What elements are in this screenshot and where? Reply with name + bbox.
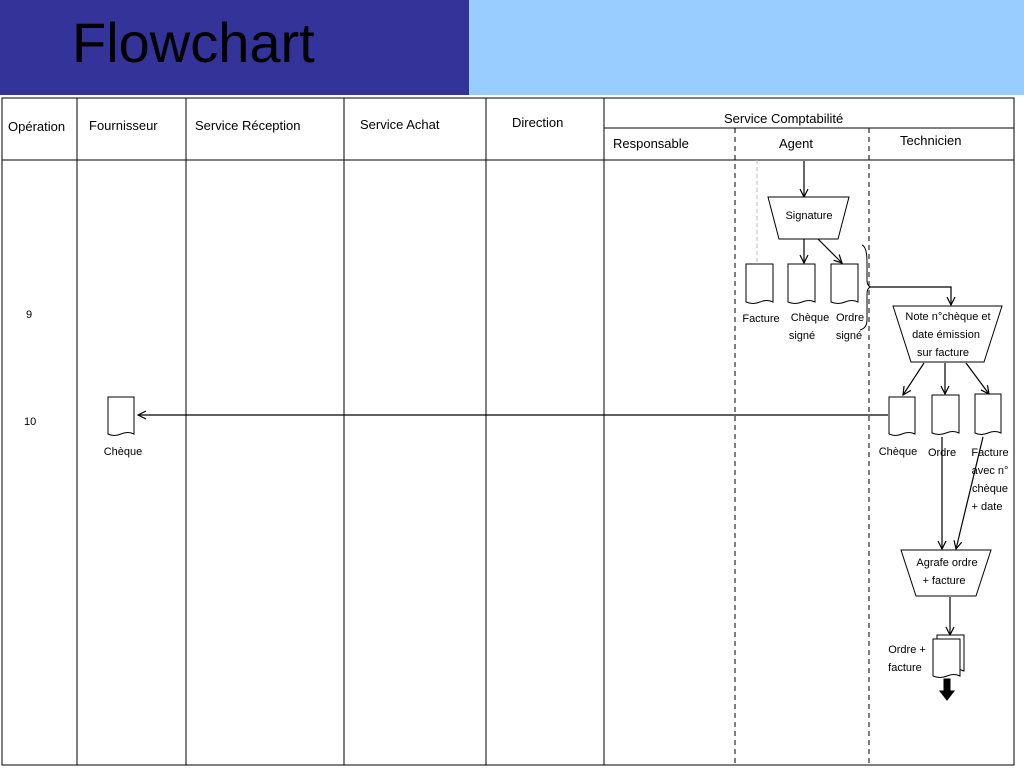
ordre-facture-label: facture [888,662,922,674]
ordre-facture-document [933,639,960,678]
flow-arrow [872,287,951,305]
cheque-document [889,397,915,436]
ordre-facture-label: Ordre + [888,644,926,656]
lane-header-comptabilite: Service Comptabilité [724,111,844,126]
lane-header-fournisseur: Fournisseur [89,118,158,133]
note-label: date émission [912,329,980,341]
facture-avec-label: avec n° [971,465,1009,477]
note-label: Note n°chèque et [905,311,991,323]
facture-avec-label: chèque [971,483,1009,495]
lane-header-reception: Service Réception [195,118,301,133]
cheque-fournisseur-document [108,397,134,436]
lane-header-achat: Service Achat [360,117,440,132]
flow-arrow [903,363,924,395]
signature-label: Signature [785,210,833,222]
note-label: sur facture [917,347,969,359]
ordre-document [932,395,959,435]
lane-header-operation: Opération [8,119,66,134]
flow-arrow [966,363,989,394]
ordre-signe-label: Ordre [835,312,865,324]
sublane-header-agent: Agent [779,136,813,151]
agrafe-label: Agrafe ordre [916,557,978,569]
operation-number: 10 [24,416,37,428]
agrafe-label: + facture [922,575,966,587]
sublane-header-technicien: Technicien [900,133,962,148]
ordre-label: Ordre [927,447,957,459]
facture-avec-document [975,394,1001,435]
lane-header-direction: Direction [512,115,564,130]
page-title: Flowchart [72,11,315,74]
facture-avec-label: Facture [971,447,1009,459]
cheque-signe-document [788,264,815,304]
facture-document [746,264,773,304]
cheque-signe-label: Chèque [790,312,830,324]
cheque-signe-label: signé [788,330,816,342]
diagram-frame [2,98,1014,765]
cheque-label: Chèque [878,446,918,458]
ordre-signe-label: signé [835,330,863,342]
facture-label: Facture [742,313,780,325]
sublane-header-responsable: Responsable [613,136,689,151]
ordre-signe-document [831,264,858,304]
continue-arrow [940,679,954,700]
flow-arrow [818,239,842,263]
operation-number: 9 [26,309,33,321]
cheque-fournisseur-label: Chèque [103,446,143,458]
facture-avec-label: + date [971,501,1003,513]
